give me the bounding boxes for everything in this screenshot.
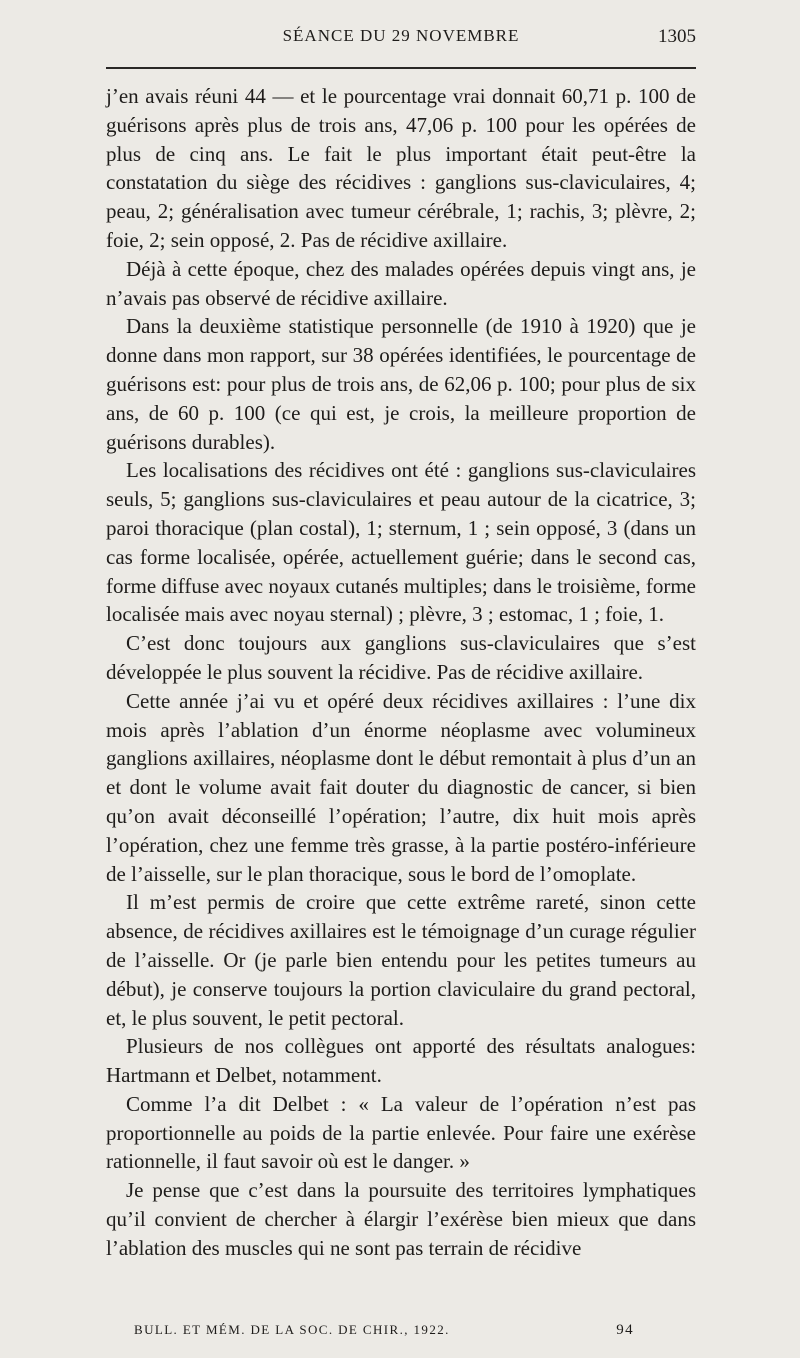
paragraph-2: Déjà à cette époque, chez des malades opérées depuis vingt ans, je n’avais pas observé de récidive axillaire. (106, 256, 696, 310)
paragraph-5: C’est donc toujours aux ganglions sus-claviculaires que s’est développée le plus souvent la récidive. Pas de récidive axillaire. (106, 631, 696, 684)
page-number: 1305 (658, 26, 696, 47)
signature-mark: 94 (616, 1322, 634, 1338)
body-text (106, 82, 696, 1263)
paragraph-10: Je pense que c’est dans la poursuite des territoires lymphatiques qu’il convient de chercher à élargir l’exérèse bien mieux que dans l’ablation des muscles qui ne sont pas terrain de récidive (106, 1178, 696, 1260)
paragraph-6: Cette année j’ai vu et opéré deux récidives axillaires : l’une dix mois après l’ablation d’un énorme néoplasme avec volumineux ganglions axillaires, néoplasme dont le début remontait à plus d’un an et dont le volume avait fait douter du diagnostic de cancer, si bien qu’on avait déconseillé l’opération; l’autre, dix huit mois après l’opération, chez une femme très grasse, à la partie postéro-inférieure de l’aisselle, sur le plan thoracique, sous le bord de l’omoplate. (106, 688, 696, 886)
footer-source: BULL. ET MÉM. DE LA SOC. DE CHIR., 1922. (134, 1322, 450, 1337)
paragraph-1: j’en avais réuni 44 — et le pourcentage vrai donnait 60,71 p. 100 de guérisons après plus de trois ans, 47,06 p. 100 pour les opérées de plus de cinq ans. Le fait le plus important était peut-être la constatation du siège des récidives : ganglions sus-claviculaires, 4; peau, 2; généralisation avec tumeur cérébrale, 1; rachis, 3; plèvre, 2; foie, 2; sein opposé, 2. Pas de récidive axillaire. (106, 84, 696, 252)
paragraph-7: Il m’est permis de croire que cette extrême rareté, sinon cette absence, de récidives axillaires est le témoignage d’un curage régulier de l’aisselle. Or (je parle bien entendu pour les petites tumeurs au début), je conserve toujours la portion claviculaire du grand pectoral, et, le plus souvent, le petit pectoral. (106, 890, 696, 1030)
paragraph-4: Les localisations des récidives ont été : ganglions sus-claviculaires seuls, 5; ganglions sus-claviculaires et peau autour de la cicatrice, 3; paroi thoracique (plan costal), 1; sternum, 1 ; sein opposé, 3 (dans un cas forme localisée, opérée, actuellement guérie; dans le second cas, forme diffuse avec noyaux cutanés multiples; dans le troisième, forme localisée mais avec noyau sternal) ; plèvre, 3 ; estomac, 1 ; foie, 1. (106, 458, 696, 627)
paragraph-3: Dans la deuxième statistique personnelle (de 1910 à 1920) que je donne dans mon rapport, sur 38 opérées identifiées, le pourcentage de guérisons est: pour plus de trois ans, de 62,06 p. 100; pour plus de six ans, de 60 p. 100 (ce qui est, je crois, la meilleure proportion de guérisons durables). (106, 314, 696, 454)
page-header (106, 26, 696, 50)
paragraph-8: Plusieurs de nos collègues ont apporté des résultats analogues: Hartmann et Delbet, notamment. (106, 1034, 696, 1088)
paragraph-9: Comme l’a dit Delbet : « La valeur de l’opération n’est pas proportionnelle au poids de la partie enlevée. Pour faire une exérèse rationnelle, il faut savoir où est le danger. » (106, 1091, 696, 1174)
running-title: SÉANCE DU 29 NOVEMBRE (282, 26, 520, 45)
page-footer (134, 1322, 634, 1344)
header-rule (106, 67, 696, 69)
